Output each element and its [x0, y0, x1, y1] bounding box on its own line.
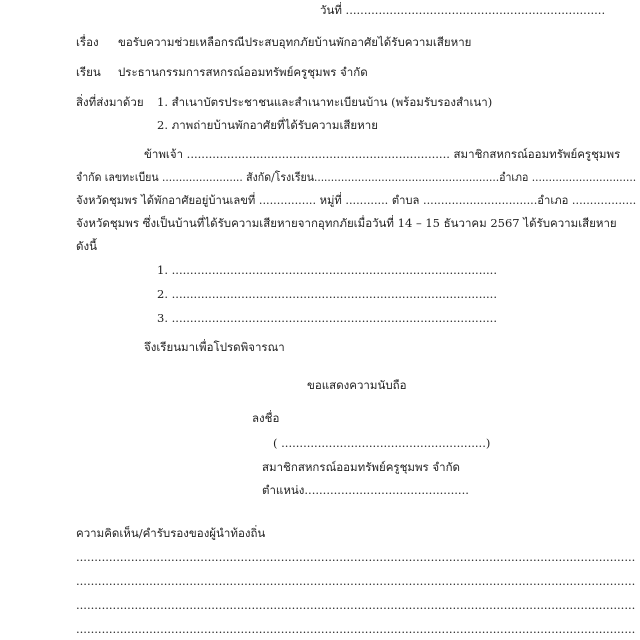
recipient-label: เรียน — [76, 65, 101, 79]
subject-text: ขอรับความช่วยเหลือกรณีประสบอุทกภัยบ้านพักอาศัยได้รับความเสียหาย — [118, 35, 472, 49]
opinion-line-3: ......................................................................................................................................................... — [76, 598, 636, 612]
opinion-label: ความคิดเห็น/คำรับรองของผู้นำท้องถิ่น — [76, 526, 266, 540]
request-text: จึงเรียนมาเพื่อโปรดพิจารณา — [144, 340, 285, 354]
opinion-line-1: ......................................................................................................................................................... — [76, 550, 636, 564]
signature-position: ตำแหน่ง............................................. — [262, 483, 469, 497]
attachment-item-1: 1. สำเนาบัตรประชาชนและสำเนาทะเบียนบ้าน (พร้อมรับรองสำเนา) — [157, 95, 493, 109]
body-line-3: จังหวัดชุมพร ได้พักอาศัยอยู่บ้านเลขที่ ................ หมู่ที่ ............ ตำบล ................................อำเภอ .................. — [76, 193, 637, 207]
opinion-line-2: ......................................................................................................................................................... — [76, 574, 636, 588]
attachment-item-2: 2. ภาพถ่ายบ้านพักอาศัยที่ได้รับความเสียหาย — [157, 118, 378, 132]
body-line-1: ข้าพเจ้า ........................................................................ สมาชิกสหกรณ์ออมทรัพย์ครูชุมพร — [144, 147, 621, 161]
date-line: วันที่ ....................................................................... — [320, 3, 606, 17]
subject-label: เรื่อง — [76, 35, 99, 49]
body-line-5: ดังนี้ — [76, 239, 97, 253]
signature-name-line: ( ........................................................) — [273, 436, 491, 450]
opinion-line-4: ......................................................................................................................................................... — [76, 622, 636, 636]
body-line-2: จำกัด เลขทะเบียน ........................ สังกัด/โรงเรียน.......................................................อำเภอ ............................... — [76, 170, 637, 184]
signature-label: ลงชื่อ — [252, 411, 280, 425]
damage-item-3: 3. ......................................................................................... — [157, 311, 497, 325]
damage-item-2: 2. ......................................................................................... — [157, 287, 497, 301]
damage-item-1: 1. ......................................................................................... — [157, 263, 497, 277]
body-line-4: จังหวัดชุมพร ซึ่งเป็นบ้านที่ได้รับความเสียหายจากอุทกภัยเมื่อวันที่ 14 – 15 ธันวาคม 2567 ได้รับความเสียหาย — [76, 216, 617, 230]
signature-org: สมาชิกสหกรณ์ออมทรัพย์ครูชุมพร จำกัด — [262, 460, 460, 474]
attachments-label: สิ่งที่ส่งมาด้วย — [76, 95, 144, 109]
recipient-text: ประธานกรรมการสหกรณ์ออมทรัพย์ครูชุมพร จำกัด — [118, 65, 368, 79]
closing-text: ขอแสดงความนับถือ — [307, 378, 407, 392]
